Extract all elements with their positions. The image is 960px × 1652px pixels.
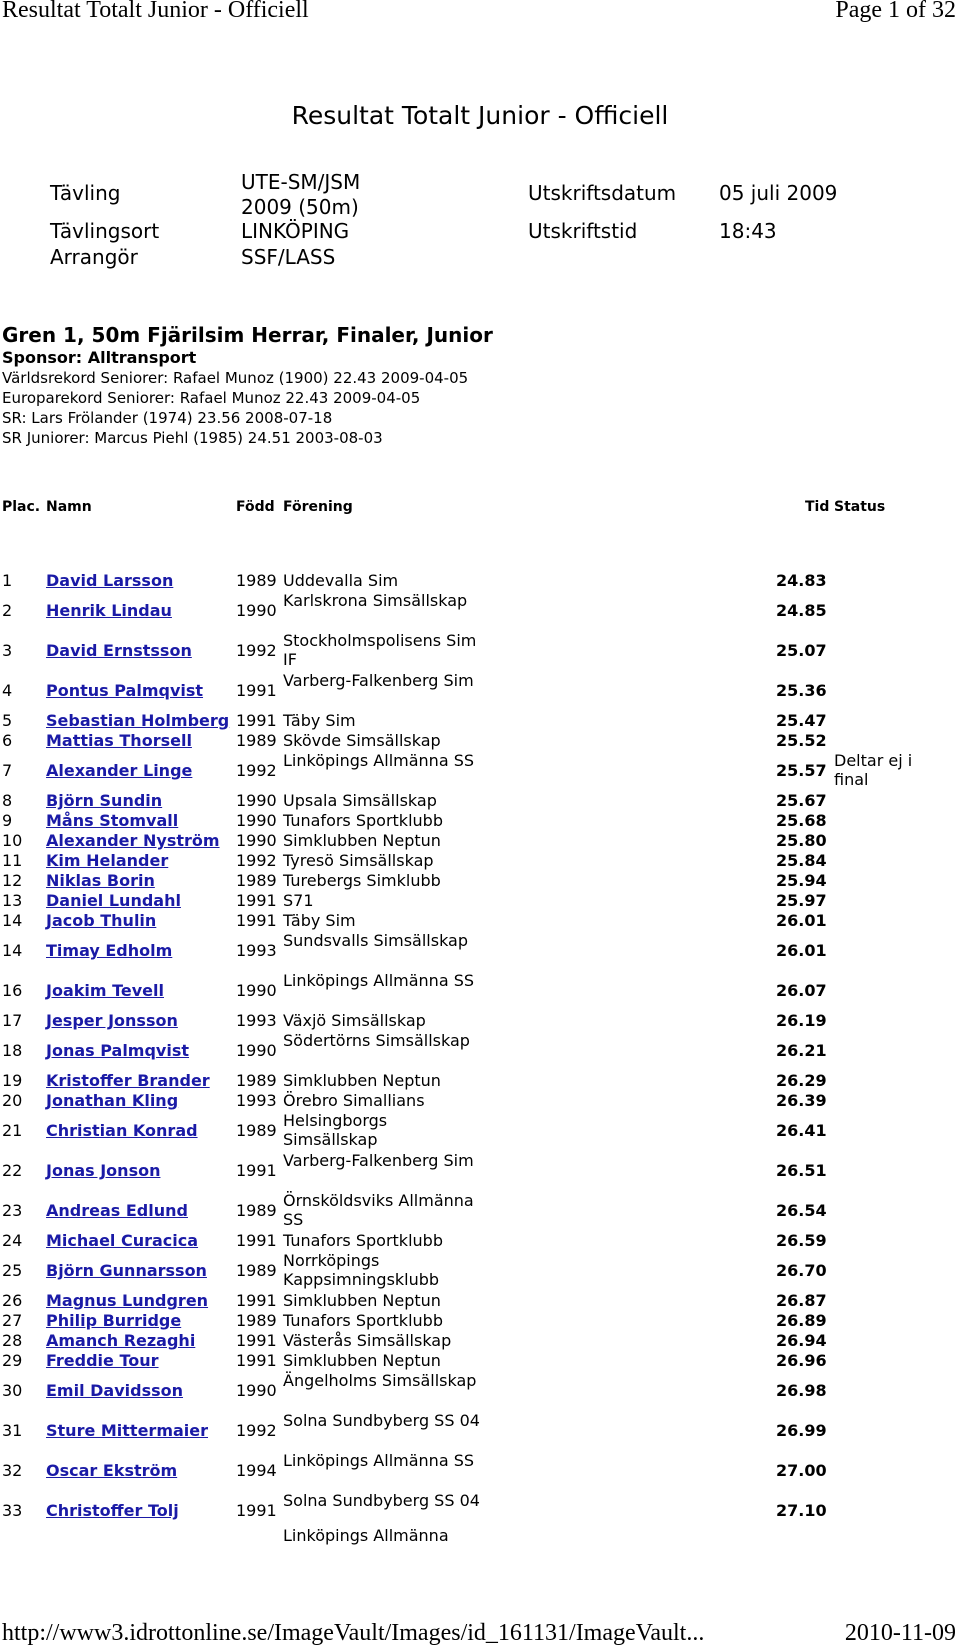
time-cell: 25.52 [776,731,827,750]
table-row [0,711,960,731]
athlete-name-link[interactable]: Oscar Ekström [46,1461,178,1480]
table-row [0,911,960,931]
athlete-name-link[interactable]: Björn Sundin [46,791,163,810]
trailing-club-text: Linköpings Allmänna [283,1526,449,1545]
athlete-name-link[interactable]: Joakim Tevell [46,981,164,1000]
athlete-name-link[interactable]: Jonas Jonson [46,1161,161,1180]
utskriftsdatum-label: Utskriftsdatum [528,181,677,205]
place-cell: 31 [2,1421,23,1440]
column-header-namn: Namn [46,499,92,515]
place-cell: 26 [2,1291,23,1310]
birth-year-cell: 1991 [236,1291,277,1310]
time-cell: 25.80 [776,831,827,850]
birth-year-cell: 1991 [236,891,277,910]
utskriftstid-value: 18:43 [719,219,777,243]
birth-year-cell: 1989 [236,1201,277,1220]
club-cell: Varberg-Falkenberg Sim [283,1151,474,1170]
athlete-name-link[interactable]: Alexander Nyström [46,831,220,850]
athlete-name-link[interactable]: Philip Burridge [46,1311,182,1330]
birth-year-cell: 1989 [236,1311,277,1330]
table-row [0,791,960,811]
table-row [0,1411,960,1451]
page-number: Page 1 of 32 [835,0,956,23]
place-cell: 8 [2,791,13,810]
utskriftsdatum-value: 05 juli 2009 [719,181,838,205]
birth-year-cell: 1991 [236,711,277,730]
birth-year-cell: 1993 [236,1091,277,1110]
club-cell: Stockholmspolisens Sim IF [283,631,477,669]
table-row [0,1071,960,1091]
birth-year-cell: 1990 [236,791,277,810]
table-row [0,1231,960,1251]
athlete-name-link[interactable]: Magnus Lundgren [46,1291,209,1310]
time-cell: 25.57 [776,761,827,780]
time-cell: 25.67 [776,791,827,810]
record-swedish-junior: SR Juniorer: Marcus Piehl (1985) 24.51 2003-08-03 [2,429,383,447]
time-cell: 26.59 [776,1231,827,1250]
club-cell: Örnsköldsviks Allmänna SS [283,1191,474,1229]
table-row [0,731,960,751]
club-cell: Tunafors Sportklubb [283,1231,443,1250]
place-cell: 4 [2,681,13,700]
time-cell: 25.94 [776,871,827,890]
place-cell: 18 [2,1041,23,1060]
place-cell: 3 [2,641,13,660]
place-cell: 25 [2,1261,23,1280]
place-cell: 33 [2,1501,23,1520]
time-cell: 25.36 [776,681,827,700]
birth-year-cell: 1991 [236,1331,277,1350]
time-cell: 25.84 [776,851,827,870]
place-cell: 28 [2,1331,23,1350]
time-cell: 26.89 [776,1311,827,1330]
time-cell: 26.29 [776,1071,827,1090]
table-row [0,831,960,851]
record-world: Världsrekord Seniorer: Rafael Munoz (1900) 22.43 2009-04-05 [2,369,469,387]
place-cell: 14 [2,941,23,960]
time-cell: 25.68 [776,811,827,830]
place-cell: 10 [2,831,23,850]
club-cell: Simklubben Neptun [283,831,441,850]
birth-year-cell: 1990 [236,1381,277,1400]
table-row [0,1451,960,1491]
time-cell: 24.85 [776,601,827,620]
place-cell: 27 [2,1311,23,1330]
birth-year-cell: 1989 [236,1261,277,1280]
arrangor-value: SSF/LASS [241,245,336,269]
tavling-value-line2: 2009 (50m) [241,195,359,219]
birth-year-cell: 1990 [236,601,277,620]
club-cell: Skövde Simsällskap [283,731,441,750]
browser-print-footer [0,1620,960,1652]
birth-year-cell: 1991 [236,681,277,700]
club-cell: Täby Sim [283,911,356,930]
column-header-forening: Förening [283,499,353,515]
place-cell: 17 [2,1011,23,1030]
table-row [0,1191,960,1231]
birth-year-cell: 1993 [236,941,277,960]
table-row [0,1031,960,1071]
time-cell: 25.07 [776,641,827,660]
place-cell: 16 [2,981,23,1000]
athlete-name-link[interactable]: David Larsson [46,571,174,590]
table-row [0,671,960,711]
birth-year-cell: 1991 [236,1231,277,1250]
place-cell: 19 [2,1071,23,1090]
club-cell: Södertörns Simsällskap [283,1031,470,1050]
club-cell: Tunafors Sportklubb [283,1311,443,1330]
place-cell: 1 [2,571,13,590]
birth-year-cell: 1992 [236,851,277,870]
time-cell: 27.10 [776,1501,827,1520]
table-row [0,971,960,1011]
tavling-value-line1: UTE-SM/JSM [241,170,361,194]
print-header-title: Resultat Totalt Junior - Officiell [2,0,309,23]
place-cell: 2 [2,601,13,620]
birth-year-cell: 1991 [236,1351,277,1370]
table-row [0,851,960,871]
place-cell: 21 [2,1121,23,1140]
birth-year-cell: 1990 [236,981,277,1000]
place-cell: 13 [2,891,23,910]
time-cell: 26.54 [776,1201,827,1220]
table-row [0,1331,960,1351]
table-row [0,1251,960,1291]
athlete-name-link[interactable]: Amanch Rezaghi [46,1331,196,1350]
table-row [0,1351,960,1371]
athlete-name-link[interactable]: Kim Helander [46,851,169,870]
place-cell: 9 [2,811,13,830]
birth-year-cell: 1992 [236,641,277,660]
place-cell: 24 [2,1231,23,1250]
athlete-name-link[interactable]: David Ernstsson [46,641,192,660]
table-row [0,1111,960,1151]
time-cell: 26.01 [776,911,827,930]
club-cell: Sundsvalls Simsällskap [283,931,469,950]
athlete-name-link[interactable]: Mattias Thorsell [46,731,192,750]
birth-year-cell: 1990 [236,831,277,850]
club-cell: Turebergs Simklubb [283,871,441,890]
athlete-name-link[interactable]: Sture Mittermaier [46,1421,209,1440]
club-cell: Karlskrona Simsällskap [283,591,468,610]
table-row [0,931,960,971]
club-cell: Simklubben Neptun [283,1351,441,1370]
place-cell: 32 [2,1461,23,1480]
club-cell: Örebro Simallians [283,1091,425,1110]
time-cell: 25.97 [776,891,827,910]
table-row [0,1151,960,1191]
athlete-name-link[interactable]: Pontus Palmqvist [46,681,204,700]
time-cell: 26.87 [776,1291,827,1310]
utskriftstid-label: Utskriftstid [528,219,638,243]
table-row [0,811,960,831]
time-cell: 26.99 [776,1421,827,1440]
athlete-name-link[interactable]: Emil Davidsson [46,1381,184,1400]
event-sponsor: Sponsor: Alltransport [2,348,197,367]
tavling-label: Tävling [50,181,121,205]
table-row [0,1371,960,1411]
tavlingsort-value: LINKÖPING [241,219,350,243]
table-row [0,591,960,631]
club-cell: Varberg-Falkenberg Sim [283,671,474,690]
athlete-name-link[interactable]: Jonas Palmqvist [46,1041,190,1060]
athlete-name-link[interactable]: Jacob Thulin [46,911,157,930]
table-row [0,871,960,891]
time-cell: 26.41 [776,1121,827,1140]
club-cell: Simklubben Neptun [283,1291,441,1310]
club-cell: Helsingborgs Simsällskap [283,1111,388,1149]
table-row [0,1011,960,1031]
athlete-name-link[interactable]: Michael Curacica [46,1231,199,1250]
place-cell: 23 [2,1201,23,1220]
document-title: Resultat Totalt Junior - Officiell [291,101,669,130]
table-row [0,751,960,791]
table-row [0,1291,960,1311]
club-cell: Norrköpings Kappsimningsklubb [283,1251,440,1289]
place-cell: 29 [2,1351,23,1370]
time-cell: 26.94 [776,1331,827,1350]
club-cell: Upsala Simsällskap [283,791,437,810]
record-europe: Europarekord Seniorer: Rafael Munoz 22.43 2009-04-05 [2,389,421,407]
time-cell: 26.96 [776,1351,827,1370]
time-cell: 26.98 [776,1381,827,1400]
athlete-name-link[interactable]: Christoffer Tolj [46,1501,179,1520]
time-cell: 26.21 [776,1041,827,1060]
club-cell: Tyresö Simsällskap [283,851,434,870]
time-cell: 27.00 [776,1461,827,1480]
athlete-name-link[interactable]: Jonathan Kling [46,1091,179,1110]
birth-year-cell: 1990 [236,811,277,830]
birth-year-cell: 1989 [236,1071,277,1090]
athlete-name-link[interactable]: Daniel Lundahl [46,891,181,910]
athlete-name-link[interactable]: Niklas Borin [46,871,155,890]
club-cell: S71 [283,891,314,910]
time-cell: 26.01 [776,941,827,960]
event-info [2,322,493,448]
arrangor-label: Arrangör [50,245,138,269]
place-cell: 12 [2,871,23,890]
place-cell: 30 [2,1381,23,1400]
column-header-tid: Tid [805,499,830,515]
club-cell: Solna Sundbyberg SS 04 [283,1411,480,1430]
place-cell: 5 [2,711,13,730]
club-cell: Uddevalla Sim [283,571,399,590]
birth-year-cell: 1993 [236,1011,277,1030]
athlete-name-link[interactable]: Björn Gunnarsson [46,1261,207,1280]
athlete-name-link[interactable]: Jesper Jonsson [46,1011,178,1030]
birth-year-cell: 1989 [236,571,277,590]
time-cell: 26.51 [776,1161,827,1180]
club-cell: Simklubben Neptun [283,1071,441,1090]
club-cell: Tunafors Sportklubb [283,811,443,830]
place-cell: 7 [2,761,13,780]
event-title: Gren 1, 50m Fjärilsim Herrar, Finaler, Junior [2,323,493,347]
time-cell: 26.39 [776,1091,827,1110]
place-cell: 20 [2,1091,23,1110]
athlete-name-link[interactable]: Kristoffer Brander [46,1071,210,1090]
club-cell: Täby Sim [283,711,356,730]
athlete-name-link[interactable]: Christian Konrad [46,1121,198,1140]
table-row [0,571,960,591]
table-row [0,891,960,911]
club-cell: Ängelholms Simsällskap [283,1371,477,1390]
table-row [0,1311,960,1331]
athlete-name-link[interactable]: Freddie Tour [46,1351,159,1370]
athlete-name-link[interactable]: Alexander Linge [46,761,193,780]
birth-year-cell: 1992 [236,761,277,780]
place-cell: 22 [2,1161,23,1180]
record-swedish: SR: Lars Frölander (1974) 23.56 2008-07-18 [2,409,333,427]
athlete-name-link[interactable]: Sebastian Holmberg [46,711,230,730]
time-cell: 24.83 [776,571,827,590]
time-cell: 26.19 [776,1011,827,1030]
birth-year-cell: 1989 [236,871,277,890]
club-cell: Växjö Simsällskap [283,1011,426,1030]
footer-date: 2010-11-09 [844,1620,956,1646]
athlete-name-link[interactable]: Timay Edholm [46,941,173,960]
club-cell: Linköpings Allmänna SS [283,751,475,770]
footer-url: http://www3.idrottonline.se/ImageVault/Images/id_161131/ImageVault... [2,1620,705,1646]
place-cell: 14 [2,911,23,930]
column-header-plac: Plac. [2,499,41,515]
place-cell: 11 [2,851,23,870]
birth-year-cell: 1992 [236,1421,277,1440]
club-cell: Linköpings Allmänna SS [283,1451,475,1470]
place-cell: 6 [2,731,13,750]
time-cell: 26.70 [776,1261,827,1280]
birth-year-cell: 1994 [236,1461,277,1480]
browser-print-header [0,0,960,30]
time-cell: 25.47 [776,711,827,730]
table-row [0,1491,960,1531]
club-cell: Västerås Simsällskap [283,1331,452,1350]
birth-year-cell: 1990 [236,1041,277,1060]
time-cell: 26.07 [776,981,827,1000]
birth-year-cell: 1991 [236,1161,277,1180]
athlete-name-link[interactable]: Henrik Lindau [46,601,172,620]
table-row [0,1091,960,1111]
club-cell: Solna Sundbyberg SS 04 [283,1491,480,1510]
table-row [0,631,960,671]
birth-year-cell: 1991 [236,1501,277,1520]
tavlingsort-label: Tävlingsort [50,219,160,243]
birth-year-cell: 1989 [236,1121,277,1140]
athlete-name-link[interactable]: Andreas Edlund [46,1201,188,1220]
birth-year-cell: 1989 [236,731,277,750]
column-header-status: Status [834,499,886,515]
athlete-name-link[interactable]: Måns Stomvall [46,811,179,830]
status-cell: Deltar ej i final [834,751,913,789]
birth-year-cell: 1991 [236,911,277,930]
column-header-fodd: Född [236,499,275,515]
club-cell: Linköpings Allmänna SS [283,971,475,990]
